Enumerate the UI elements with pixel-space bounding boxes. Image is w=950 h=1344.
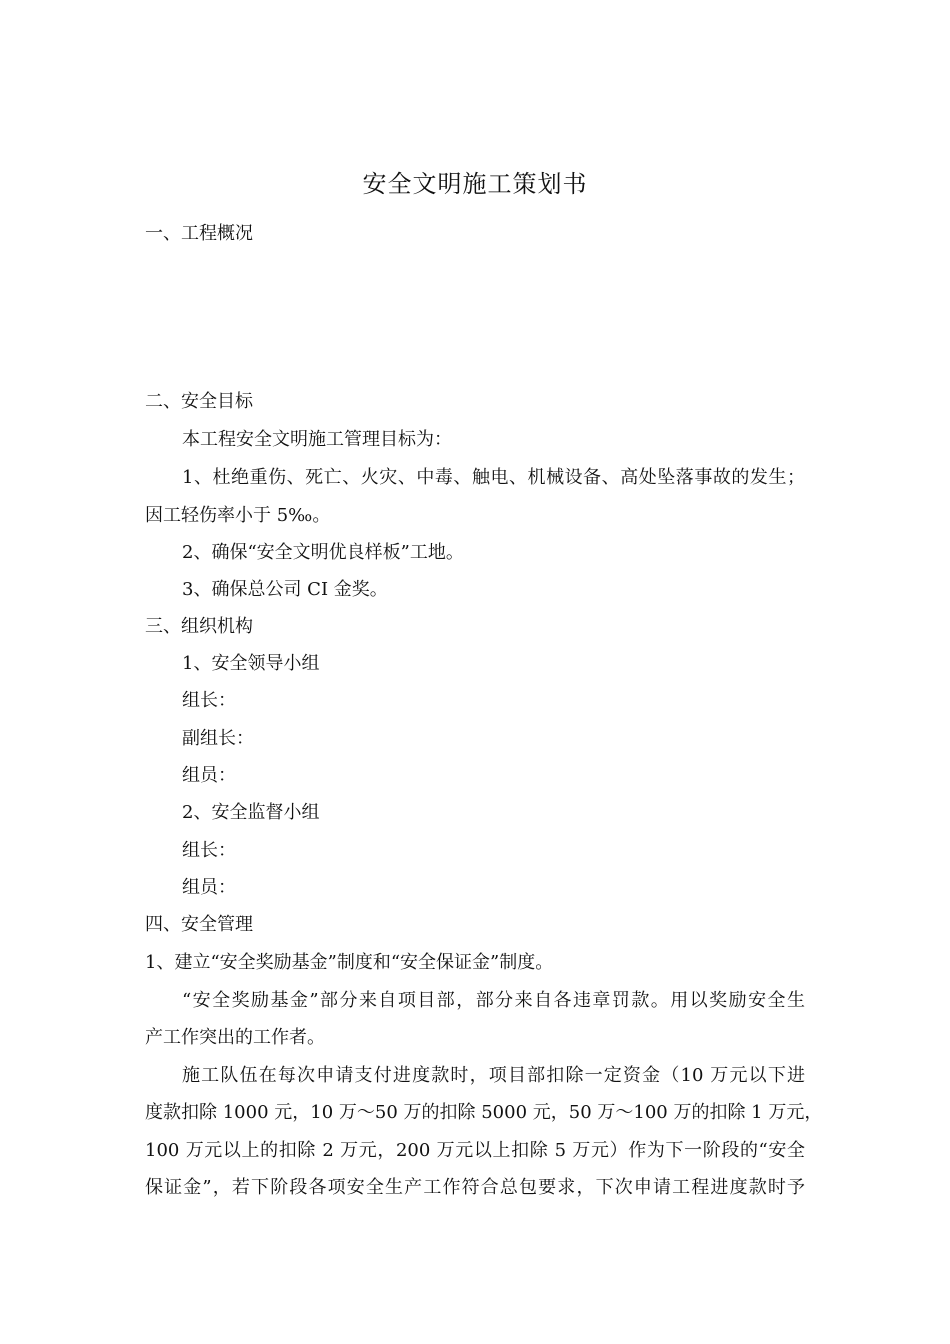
section-heading-safety-goals: 二、安全目标	[145, 391, 253, 412]
goal-1-line-2: 因工轻伤率小于 5‰。	[145, 505, 331, 526]
group-2-title: 2、安全监督小组	[182, 802, 320, 823]
goal-1-line-1: 1、杜绝重伤、死亡、火灾、中毒、触电、机械设备、高处坠落事故的发生；	[182, 467, 805, 488]
goal-2: 2、确保“安全文明优良样板”工地。	[182, 542, 464, 563]
group-2-members: 组员：	[182, 877, 236, 898]
group-1-deputy: 副组长：	[182, 728, 254, 749]
section-heading-organization: 三、组织机构	[145, 616, 253, 637]
paragraph-1-line-2: 产工作突出的工作者。	[145, 1027, 325, 1048]
paragraph-2-line-2: 度款扣除 1000 元，10 万～50 万的扣除 5000 元，50 万～100 万的扣除 1 万元，	[145, 1102, 823, 1123]
group-1-title: 1、安全领导小组	[182, 653, 320, 674]
paragraph-1-line-1: “安全奖励基金”部分来自项目部，部分来自各违章罚款。用以奖励安全生	[182, 990, 805, 1011]
paragraph-2-line-4: 保证金”，若下阶段各项安全生产工作符合总包要求，下次申请工程进度款时予	[145, 1177, 805, 1198]
group-1-leader: 组长：	[182, 690, 236, 711]
section-heading-overview: 一、工程概况	[145, 223, 253, 244]
document-title: 安全文明施工策划书	[362, 170, 588, 198]
goals-intro: 本工程安全文明施工管理目标为：	[182, 429, 452, 450]
paragraph-2-line-1: 施工队伍在每次申请支付进度款时，项目部扣除一定资金（10 万元以下进	[182, 1065, 805, 1086]
management-item-1: 1、建立“安全奖励基金”制度和“安全保证金”制度。	[145, 952, 554, 973]
paragraph-2-line-3: 100 万元以上的扣除 2 万元，200 万元以上扣除 5 万元）作为下一阶段的“安全	[145, 1140, 805, 1161]
group-2-leader: 组长：	[182, 840, 236, 861]
group-1-members: 组员：	[182, 765, 236, 786]
section-heading-safety-management: 四、安全管理	[145, 914, 253, 935]
goal-3: 3、确保总公司 CI 金奖。	[182, 579, 388, 600]
